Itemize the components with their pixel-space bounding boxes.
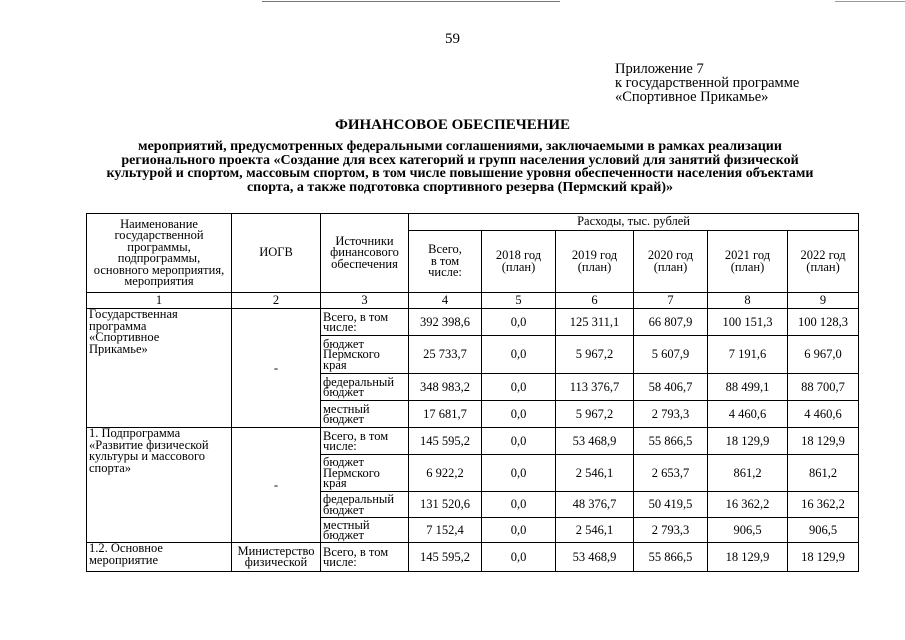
subtitle-line: регионального проекта «Создание для всех категорий и групп населения условий для занятий физической <box>121 152 799 168</box>
value-cell: 5 967,2 <box>556 401 634 428</box>
source-cell: федеральный бюджет <box>321 492 409 518</box>
value-cell: 145 595,2 <box>409 428 482 455</box>
appendix-note <box>615 62 799 104</box>
appendix-line: Приложение 7 <box>615 61 704 77</box>
value-cell: 0,0 <box>482 518 556 543</box>
value-cell: 2 546,1 <box>556 455 634 492</box>
column-number: 7 <box>634 293 708 309</box>
value-cell: 5 967,2 <box>556 336 634 374</box>
iogv-cell: Министерство физической <box>232 543 321 572</box>
column-number: 6 <box>556 293 634 309</box>
column-number: 9 <box>788 293 859 309</box>
document-title: ФИНАНСОВОЕ ОБЕСПЕЧЕНИЕ <box>334 117 571 133</box>
value-cell: 100 151,3 <box>708 309 788 336</box>
value-cell: 7 152,4 <box>409 518 482 543</box>
header-iogv: ИОГВ <box>232 214 321 293</box>
subtitle-line: культурой и спортом, массовым спортом, в том числе повышение уровня обеспеченности населения объектами <box>106 166 814 181</box>
value-cell: 58 406,7 <box>634 374 708 401</box>
value-cell: 18 129,9 <box>788 428 859 455</box>
value-cell: 16 362,2 <box>708 492 788 518</box>
appendix-line: «Спортивное Прикамье» <box>615 89 769 105</box>
value-cell: 348 983,2 <box>409 374 482 401</box>
column-number: 2 <box>232 293 321 309</box>
value-cell: 18 129,9 <box>788 543 859 572</box>
value-cell: 0,0 <box>482 374 556 401</box>
table-row <box>87 428 859 455</box>
value-cell: 0,0 <box>482 401 556 428</box>
program-name: Государственная программа «Спортивное Прикамье» <box>87 309 232 428</box>
header-name: Наименование государственной программы, подпрограммы, основного мероприятия, мероприятия <box>87 214 232 293</box>
value-cell: 861,2 <box>708 455 788 492</box>
source-cell: местный бюджет <box>321 401 409 428</box>
value-cell: 0,0 <box>482 543 556 572</box>
source-cell: Всего, в том числе: <box>321 428 409 455</box>
financing-table <box>86 213 859 572</box>
column-number-row <box>87 293 859 309</box>
value-cell: 18 129,9 <box>708 428 788 455</box>
source-cell: федеральный бюджет <box>321 374 409 401</box>
value-cell: 66 807,9 <box>634 309 708 336</box>
value-cell: 88 700,7 <box>788 374 859 401</box>
value-cell: 2 793,3 <box>634 518 708 543</box>
value-cell: 7 191,6 <box>708 336 788 374</box>
value-cell: 145 595,2 <box>409 543 482 572</box>
value-cell: 16 362,2 <box>788 492 859 518</box>
column-number: 8 <box>708 293 788 309</box>
value-cell: 55 866,5 <box>634 428 708 455</box>
value-cell: 906,5 <box>788 518 859 543</box>
column-number: 1 <box>87 293 232 309</box>
value-cell: 53 468,9 <box>556 543 634 572</box>
value-cell: 18 129,9 <box>708 543 788 572</box>
column-number: 3 <box>321 293 409 309</box>
value-cell: 2 546,1 <box>556 518 634 543</box>
appendix-line: к государственной программе <box>615 75 800 91</box>
header-2018: 2018 год (план) <box>482 231 556 293</box>
value-cell: 125 311,1 <box>556 309 634 336</box>
source-cell: бюджет Пермского края <box>321 336 409 374</box>
value-cell: 6 922,2 <box>409 455 482 492</box>
iogv-cell: - <box>232 428 321 543</box>
table-row <box>87 309 859 336</box>
value-cell: 4 460,6 <box>708 401 788 428</box>
value-cell: 50 419,5 <box>634 492 708 518</box>
table-row <box>87 543 859 572</box>
measure-name: 1.2. Основное мероприятие <box>87 543 232 572</box>
value-cell: 88 499,1 <box>708 374 788 401</box>
value-cell: 100 128,3 <box>788 309 859 336</box>
document-subtitle <box>90 140 830 194</box>
iogv-cell: - <box>232 309 321 428</box>
value-cell: 53 468,9 <box>556 428 634 455</box>
value-cell: 2 653,7 <box>634 455 708 492</box>
header-2022: 2022 год (план) <box>788 231 859 293</box>
value-cell: 0,0 <box>482 428 556 455</box>
top-edge-lines <box>0 0 905 4</box>
source-cell: Всего, в том числе: <box>321 309 409 336</box>
value-cell: 5 607,9 <box>634 336 708 374</box>
source-cell: бюджет Пермского края <box>321 455 409 492</box>
value-cell: 131 520,6 <box>409 492 482 518</box>
value-cell: 0,0 <box>482 492 556 518</box>
value-cell: 2 793,3 <box>634 401 708 428</box>
header-total: Всего, в том числе: <box>409 231 482 293</box>
value-cell: 0,0 <box>482 309 556 336</box>
value-cell: 55 866,5 <box>634 543 708 572</box>
source-cell: Всего, в том числе: <box>321 543 409 572</box>
subtitle-line: мероприятий, предусмотренных федеральными соглашениями, заключаемыми в рамках реализации <box>138 139 782 154</box>
value-cell: 861,2 <box>788 455 859 492</box>
value-cell: 113 376,7 <box>556 374 634 401</box>
header-2020: 2020 год (план) <box>634 231 708 293</box>
source-cell: местный бюджет <box>321 518 409 543</box>
header-2021: 2021 год (план) <box>708 231 788 293</box>
value-cell: 6 967,0 <box>788 336 859 374</box>
value-cell: 906,5 <box>708 518 788 543</box>
column-number: 4 <box>409 293 482 309</box>
value-cell: 0,0 <box>482 455 556 492</box>
column-number: 5 <box>482 293 556 309</box>
value-cell: 48 376,7 <box>556 492 634 518</box>
value-cell: 0,0 <box>482 336 556 374</box>
value-cell: 392 398,6 <box>409 309 482 336</box>
value-cell: 17 681,7 <box>409 401 482 428</box>
header-2019: 2019 год (план) <box>556 231 634 293</box>
header-expenses: Расходы, тыс. рублей <box>409 214 859 231</box>
value-cell: 25 733,7 <box>409 336 482 374</box>
value-cell: 4 460,6 <box>788 401 859 428</box>
subtitle-line: спорта, а также подготовка спортивного резерва (Пермский край)» <box>246 179 674 195</box>
page-number: 59 <box>445 31 460 47</box>
header-sources: Источники финансового обеспечения <box>321 214 409 293</box>
subprogram-name: 1. Подпрограмма «Развитие физической культуры и массового спорта» <box>87 428 232 543</box>
